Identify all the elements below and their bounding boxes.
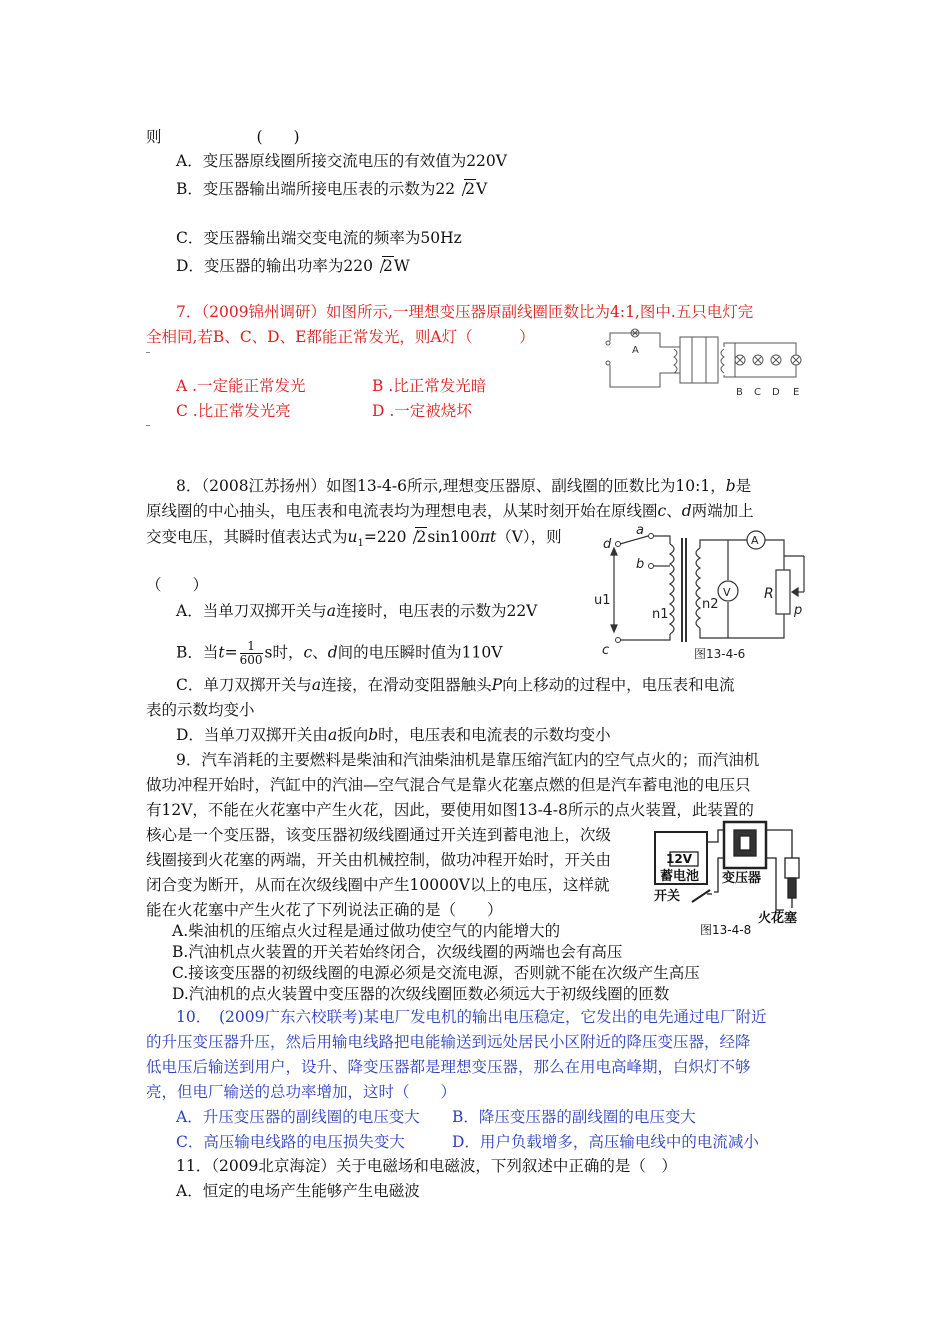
fig-caption: 图13-4-8 xyxy=(700,923,752,937)
q8-var-t: t xyxy=(218,643,225,662)
q9-stem-line5: 线圈接到火花塞的两端，开关由机械控制，做功冲程开始时，开关由 xyxy=(146,851,612,869)
q8-var-u: u xyxy=(347,528,358,546)
q8-var-c: c xyxy=(657,502,667,520)
q8-option-b xyxy=(176,640,502,667)
q6-option-b-text: B．变压器输出端所接电压表的示数为22 xyxy=(176,180,456,198)
fraction xyxy=(240,640,263,667)
q8-var-a: a xyxy=(311,676,322,694)
q6-option-d-text: D．变压器的输出功率为220 xyxy=(176,257,374,275)
q10-stem-line4: 亮，但电厂输送的总功率增加，这时（ ） xyxy=(146,1083,457,1101)
q8-stem-line3 xyxy=(146,526,562,555)
q8-option-d xyxy=(176,724,611,746)
q8-text: =220 xyxy=(363,528,407,546)
q8-var-p: P xyxy=(491,676,503,694)
q11-stem: 11．（2009北京海淀）关于电磁场和电磁波，下列叙述中正确的是（ ） xyxy=(176,1157,677,1175)
q9-option-a: A.柴油机的压缩点火过程是通过做功使空气的内能增大的 xyxy=(172,922,561,940)
q8-text: 两端加上 xyxy=(691,502,754,520)
q10-stem-line3: 低电压后输送到用户，设升、降变压器都是理想变压器，那么在用电高峰期，白炽灯不够 xyxy=(146,1058,751,1076)
fig-label-ammeter: A xyxy=(751,534,759,547)
lamp-e-label: E xyxy=(793,387,800,398)
q10-option-d: D．用户负载增多，高压输电线中的电流减小 xyxy=(452,1133,759,1151)
sqrt-symbol xyxy=(406,526,427,548)
q6-option-d xyxy=(176,255,410,277)
fig-label-r: R xyxy=(764,586,774,602)
q6-option-b-unit: V xyxy=(476,180,488,198)
battery-voltage-label: 12V xyxy=(666,852,692,866)
q8-text: 交变电压，其瞬时值表达式为 xyxy=(146,528,348,546)
q8-text: B．当 xyxy=(176,643,219,662)
q7-option-a: A .一定能正常发光 xyxy=(176,377,306,395)
stray-mark xyxy=(146,352,150,353)
q8-text: A．当单刀双掷开关与 xyxy=(176,602,327,620)
q9-stem-line4: 核心是一个变压器，该变压器初级线圈通过开关连到蓄电池上，次级 xyxy=(146,826,612,844)
q8-text: 间的电压瞬时值为110V xyxy=(337,643,503,662)
fig-label-n2: n2 xyxy=(702,597,719,612)
q8-text: 向上移动的过程中，电压表和电流 xyxy=(502,676,735,694)
fig-label-a: a xyxy=(636,523,644,538)
fig-label-u1: u1 xyxy=(594,593,611,608)
fig-label-c: c xyxy=(602,643,610,658)
q8-text: 扳向 xyxy=(337,726,369,744)
q8-text: sin100 xyxy=(427,528,480,546)
q8-answer-paren: （ ） xyxy=(146,576,209,594)
q11-option-a: A．恒定的电场产生能够产生电磁波 xyxy=(176,1182,420,1200)
rheostat-icon xyxy=(776,570,790,614)
lamp-a-label: A xyxy=(632,345,639,356)
sqrt-radicand: 2 xyxy=(383,257,393,275)
q10-stem-line1: 10． (2009广东六校联考)某电厂发电机的输出电压稳定，它发出的电先通过电厂附近 xyxy=(176,1008,767,1026)
q7-option-c: C .比正常发光亮 xyxy=(176,402,291,420)
q9-stem-line1: 9．汽车消耗的主要燃料是柴油和汽油柴油机是靠压缩汽缸内的空气点火的；而汽油机 xyxy=(176,751,760,769)
q8-stem-line2 xyxy=(146,500,754,522)
q6-option-d-unit: W xyxy=(393,257,410,275)
q8-var-c: c xyxy=(303,643,313,662)
sqrt-symbol xyxy=(455,178,476,200)
q10-option-a: A．升压变压器的副线圈的电压变大 xyxy=(176,1108,420,1126)
q6-option-b xyxy=(176,178,487,200)
stray-mark xyxy=(146,425,150,426)
q6-option-c: C．变压器输出端交变电流的频率为50Hz xyxy=(176,229,462,247)
lamp-d-label: D xyxy=(772,387,780,398)
q8-var-b: b xyxy=(725,477,736,495)
q9-option-c: C.接该变压器的初级线圈的电源必须是交流电源，否则就不能在次级产生高压 xyxy=(172,964,700,982)
q8-text: 、 xyxy=(666,502,682,520)
q9-stem-line7: 能在火花塞中产生火花了下列说法正确的是（ ） xyxy=(146,901,503,919)
fraction-denominator: 600 xyxy=(239,653,263,667)
sqrt-radicand: 2 xyxy=(416,528,427,546)
q8-option-c-line2: 表的示数均变小 xyxy=(146,701,255,719)
fig-label-n1: n1 xyxy=(652,607,669,622)
q9-ignition-figure xyxy=(652,818,812,938)
q6-answer-paren: ( ) xyxy=(256,128,300,146)
q10-option-c: C．高压输电线路的电压损失变大 xyxy=(176,1133,405,1151)
q8-text: （V），则 xyxy=(496,528,562,546)
spark-plug-label: 火花塞 xyxy=(758,911,798,926)
q8-var-a: a xyxy=(327,726,338,744)
q9-stem-line2: 做功冲程开始时，汽缸中的汽油—空气混合气是靠火花塞点燃的但是汽车蓄电池的电压只 xyxy=(146,776,751,794)
q8-subscript: 1 xyxy=(357,538,364,550)
q7-option-b: B .比正常发光暗 xyxy=(372,377,487,395)
fig-label-b: b xyxy=(636,557,645,572)
fig-label-v: V xyxy=(723,586,731,599)
q8-text: 连接时，电压表的示数为22V xyxy=(335,602,538,620)
q6-option-a: A．变压器原线圈所接交流电压的有效值为220V xyxy=(176,152,507,170)
q8-text: 8．（2008江苏扬州）如图13-4-6所示,理想变压器原、副线圈的匝数比为10:1， xyxy=(176,477,726,495)
q8-text: 原线圈的中心抽头，电压表和电流表均为理想电表，从某时刻开始在原线圈 xyxy=(146,502,658,520)
q8-text: = xyxy=(224,643,238,662)
q6-stem-tail xyxy=(146,126,300,148)
q7-option-d: D .一定被烧坏 xyxy=(372,402,472,420)
battery-label: 蓄电池 xyxy=(660,869,700,884)
q8-stem-line1 xyxy=(176,475,751,497)
q8-var-a: a xyxy=(326,602,336,620)
fig-label-p: p xyxy=(794,603,803,618)
q8-text: 、 xyxy=(312,643,328,662)
sqrt-symbol xyxy=(373,255,394,277)
q8-var-pit: πt xyxy=(479,528,497,546)
switch-label: 开关 xyxy=(654,889,681,904)
q8-text: C．单刀双掷开关与 xyxy=(176,676,312,694)
q8-text: 连接，在滑动变阻器触头 xyxy=(321,676,492,694)
q8-var-b: b xyxy=(368,726,379,744)
q8-var-d: d xyxy=(327,643,338,662)
q8-circuit-figure xyxy=(588,522,818,664)
spark-plug-icon xyxy=(785,858,799,878)
sqrt-radicand: 2 xyxy=(465,180,475,198)
q9-stem-line3: 有12V，不能在火花塞中产生火花，因此，要使用如图13-4-8所示的点火装置，此装置的 xyxy=(146,801,754,819)
fig-label-d: d xyxy=(603,537,612,552)
q8-text: D．当单刀双掷开关由 xyxy=(176,726,328,744)
q8-option-c-line1 xyxy=(176,674,735,696)
q10-stem-line2: 的升压变压器升压，然后用输电线路把电能输送到远处居民小区附近的降压变压器，经降 xyxy=(146,1033,751,1051)
fig-caption: 图13-4-6 xyxy=(694,647,746,661)
q10-option-b: B．降压变压器的副线圈的电压变大 xyxy=(452,1108,696,1126)
q7-stem-line1: 7．（2009锦州调研）如图所示,一理想变压器原副线圈匝数比为4:1,图中.五只电灯完 xyxy=(176,303,754,321)
q9-option-d: D.汽油机的点火装置中变压器的次级线圈匝数必须远大于初级线圈的匝数 xyxy=(172,985,670,1003)
q8-text: 时，电压表和电流表的示数均变小 xyxy=(378,726,611,744)
transformer-label: 变压器 xyxy=(722,871,762,886)
q8-var-d: d xyxy=(681,502,692,520)
q8-option-a xyxy=(176,600,537,622)
q9-option-b: B.汽油机点火装置的开关若始终闭合，次级线圈的两端也会有高压 xyxy=(172,943,623,961)
q8-text: s时， xyxy=(264,643,304,662)
lamp-b-label: B xyxy=(736,387,743,398)
q7-stem-line2: 全相同,若B、C、D、E都能正常发光，则A灯（ ） xyxy=(146,328,535,346)
q8-text: 是 xyxy=(735,477,752,495)
q6-stem-text: 则 xyxy=(146,128,162,146)
q9-stem-line6: 闭合变为断开，从而在次级线圈中产生10000V以上的电压，这样就 xyxy=(146,876,610,894)
fraction-numerator: 1 xyxy=(240,640,263,654)
lamp-c-label: C xyxy=(754,387,761,398)
q7-circuit-figure xyxy=(600,325,810,400)
